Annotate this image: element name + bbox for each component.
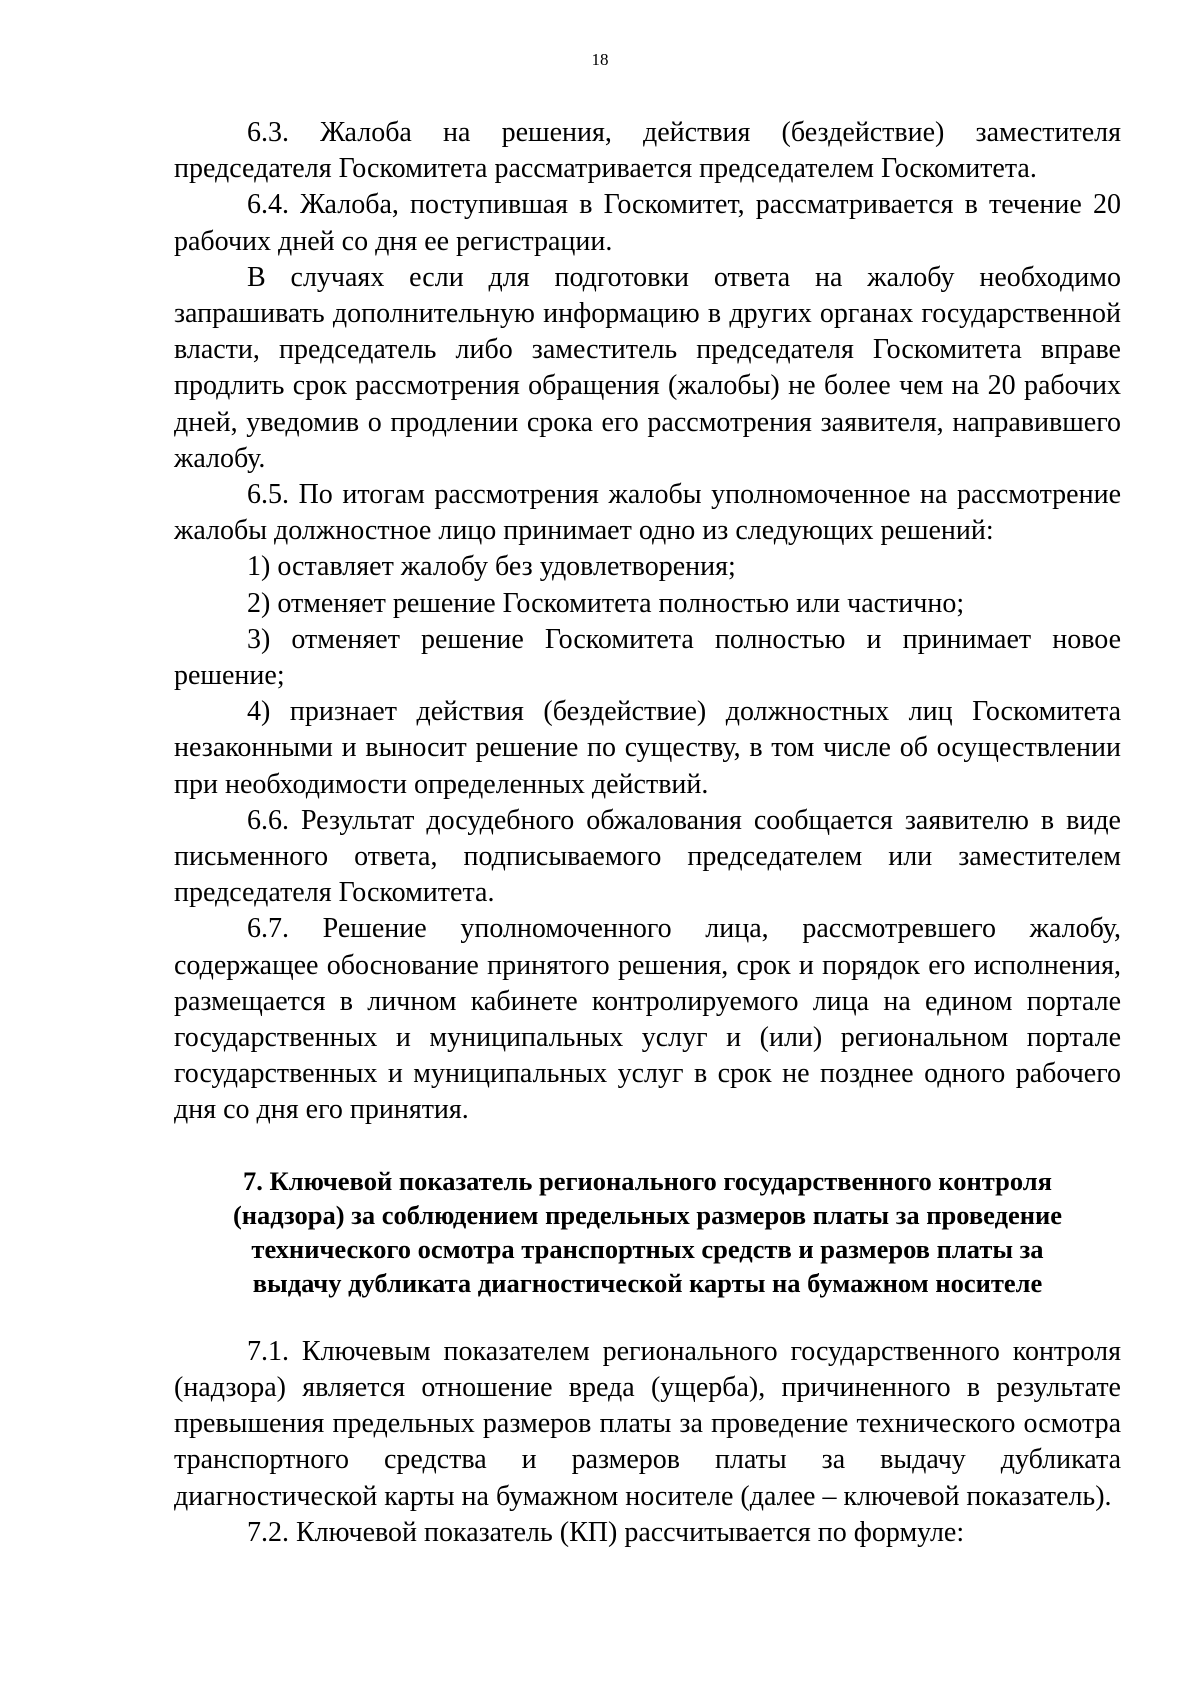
section-7-heading-line: (надзора) за соблюдением предельных размеров платы за проведение [232, 1199, 1063, 1230]
list-item-decision-4: 4) признает действия (бездействие) должностных лиц Госкомитета незаконными и выносит решение по существу, в том числе об осуществлении при необходимости определенных действий. [174, 696, 1121, 800]
section-7-heading-line: выдачу дубликата диагностической карты на бумажном носителе [252, 1267, 1043, 1298]
document-body [174, 115, 1121, 1551]
paragraph-6-3: 6.3. Жалоба на решения, действия (бездействие) заместителя председателя Госкомитета рассматривается председателем Госкомитета. [174, 117, 1121, 185]
paragraph-7-1: 7.1. Ключевым показателем регионального государственного контроля (надзора) является отношение вреда (ущерба), причиненного в результате превышения предельных размеров платы за проведение технического осмотра транспортного средства и размеров платы за выдачу дубликата диагностической карты на бумажном носителе (далее – ключевой показатель). [174, 1335, 1121, 1512]
section-7-heading [174, 1164, 1121, 1300]
list-item-decision-3: 3) отменяет решение Госкомитета полностью и принимает новое решение; [174, 623, 1121, 692]
paragraph-6-4: 6.4. Жалоба, поступившая в Госкомитет, рассматривается в течение 20 рабочих дней со дня ее регистрации. [174, 189, 1121, 257]
paragraph-6-5: 6.5. По итогам рассмотрения жалобы уполномоченное на рассмотрение жалобы должностное лицо принимает одно из следующих решений: [174, 479, 1121, 547]
section-7-heading-line: технического осмотра транспортных средств и размеров платы за [251, 1233, 1044, 1264]
section-7-heading-line: 7. Ключевой показатель регионального государственного контроля [243, 1165, 1052, 1196]
paragraph-6-6: 6.6. Результат досудебного обжалования сообщается заявителю в виде письменного ответа, подписываемого председателем или заместителем председателя Госкомитета. [174, 804, 1121, 909]
paragraph-7-2: 7.2. Ключевой показатель (КП) рассчитывается по формуле: [247, 1516, 965, 1548]
list-item-decision-2: 2) отменяет решение Госкомитета полностью или частично; [247, 587, 965, 619]
paragraph-6-4-extension: В случаях если для подготовки ответа на жалобу необходимо запрашивать дополнительную информацию в других органах государственной власти, председатель либо заместитель председателя Госкомитета вправе продлить срок рассмотрения обращения (жалобы) не более чем на 20 рабочих дней, уведомив о продлении срока его рассмотрения заявителя, направившего жалобу. [174, 261, 1121, 474]
list-item-decision-1: 1) оставляет жалобу без удовлетворения; [247, 551, 736, 583]
page-number: 18 [591, 50, 609, 69]
paragraph-6-7: 6.7. Решение уполномоченного лица, рассмотревшего жалобу, содержащее обоснование принятого решения, срок и порядок его исполнения, размещается в личном кабинете контролируемого лица на едином портале государственных и муниципальных услуг и (или) региональном портале государственных и муниципальных услуг в срок не позднее одного рабочего дня со дня его принятия. [174, 913, 1121, 1126]
